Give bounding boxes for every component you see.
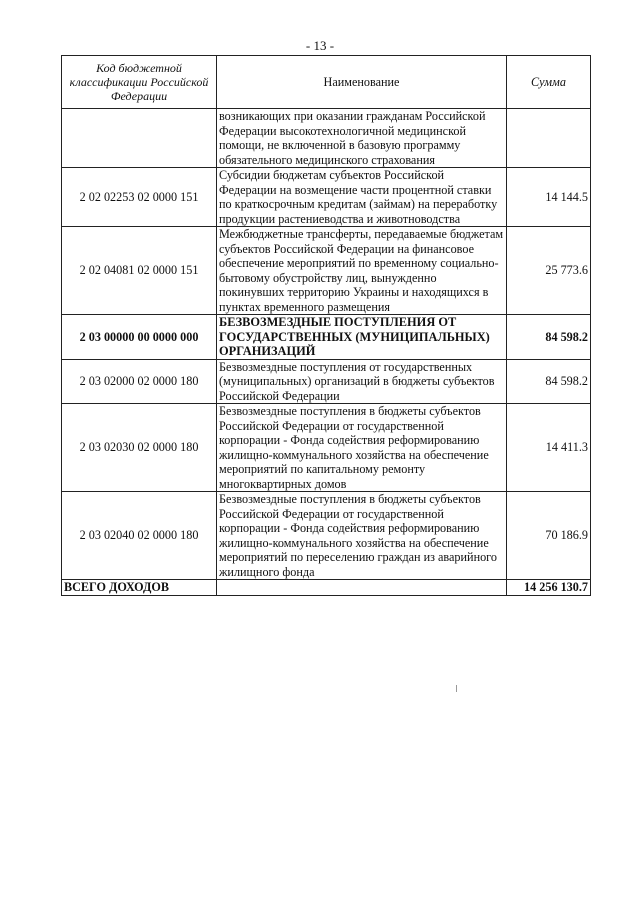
scan-mark <box>456 685 457 692</box>
row-code: 2 02 04081 02 0000 151 <box>62 227 217 315</box>
table-row-total <box>62 580 591 596</box>
row-sum <box>507 109 591 168</box>
page-number: - 13 - <box>305 38 335 53</box>
row-name: Безвозмездные поступления в бюджеты субъектов Российской Федерации от государственной корпорации - Фонда содействия реформированию жилищно-коммунального хозяйства на обеспечение мероприятий по капитальному ремонту многоквартирных домов <box>217 404 507 492</box>
row-name: Межбюджетные трансферты, передаваемые бюджетам субъектов Российской Федерации на финансовое обеспечение мероприятий по временному социально-бытовому обустройству лиц, вынужденно покинувших территорию Украины и находящихся в пунктах временного размещения <box>217 227 507 315</box>
row-code: 2 03 00000 00 0000 000 <box>62 315 217 360</box>
row-sum: 14 144.5 <box>507 168 591 227</box>
table-row <box>62 109 591 168</box>
table-row <box>62 168 591 227</box>
row-code: 2 03 02000 02 0000 180 <box>62 359 217 404</box>
row-sum: 25 773.6 <box>507 227 591 315</box>
table-row-section <box>62 315 591 360</box>
table-row <box>62 404 591 492</box>
row-name: Безвозмездные поступления в бюджеты субъектов Российской Федерации от государственной корпорации - Фонда содействия реформированию жилищно-коммунального хозяйства на обеспечение мероприятий по переселению граждан из аварийного жилищного фонда <box>217 492 507 580</box>
row-name: возникающих при оказании гражданам Российской Федерации высокотехнологичной медицинской помощи, не включенной в базовую программу обязательного медицинского страхования <box>217 109 507 168</box>
row-sum: 84 598.2 <box>507 359 591 404</box>
table-row <box>62 227 591 315</box>
header-code: Код бюджетной классификации Российской Федерации <box>62 56 217 109</box>
header-name: Наименование <box>217 56 507 109</box>
total-empty-cell <box>217 580 507 596</box>
row-name: Субсидии бюджетам субъектов Российской Федерации на возмещение части процентной ставки по краткосрочным кредитам (займам) на переработку продукции растениеводства и животноводства <box>217 168 507 227</box>
row-name: БЕЗВОЗМЕЗДНЫЕ ПОСТУПЛЕНИЯ ОТ ГОСУДАРСТВЕННЫХ (МУНИЦИПАЛЬНЫХ) ОРГАНИЗАЦИЙ <box>217 315 507 360</box>
table-row <box>62 492 591 580</box>
table-header-row <box>62 56 591 109</box>
table-row <box>62 359 591 404</box>
budget-revenue-table <box>61 55 591 596</box>
row-code <box>62 109 217 168</box>
header-sum: Сумма <box>507 56 591 109</box>
row-code: 2 02 02253 02 0000 151 <box>62 168 217 227</box>
row-code: 2 03 02030 02 0000 180 <box>62 404 217 492</box>
row-sum: 84 598.2 <box>507 315 591 360</box>
total-sum: 14 256 130.7 <box>507 580 591 596</box>
row-name: Безвозмездные поступления от государственных (муниципальных) организаций в бюджеты субъектов Российской Федерации <box>217 359 507 404</box>
total-label: ВСЕГО ДОХОДОВ <box>62 580 217 596</box>
row-sum: 14 411.3 <box>507 404 591 492</box>
row-sum: 70 186.9 <box>507 492 591 580</box>
row-code: 2 03 02040 02 0000 180 <box>62 492 217 580</box>
